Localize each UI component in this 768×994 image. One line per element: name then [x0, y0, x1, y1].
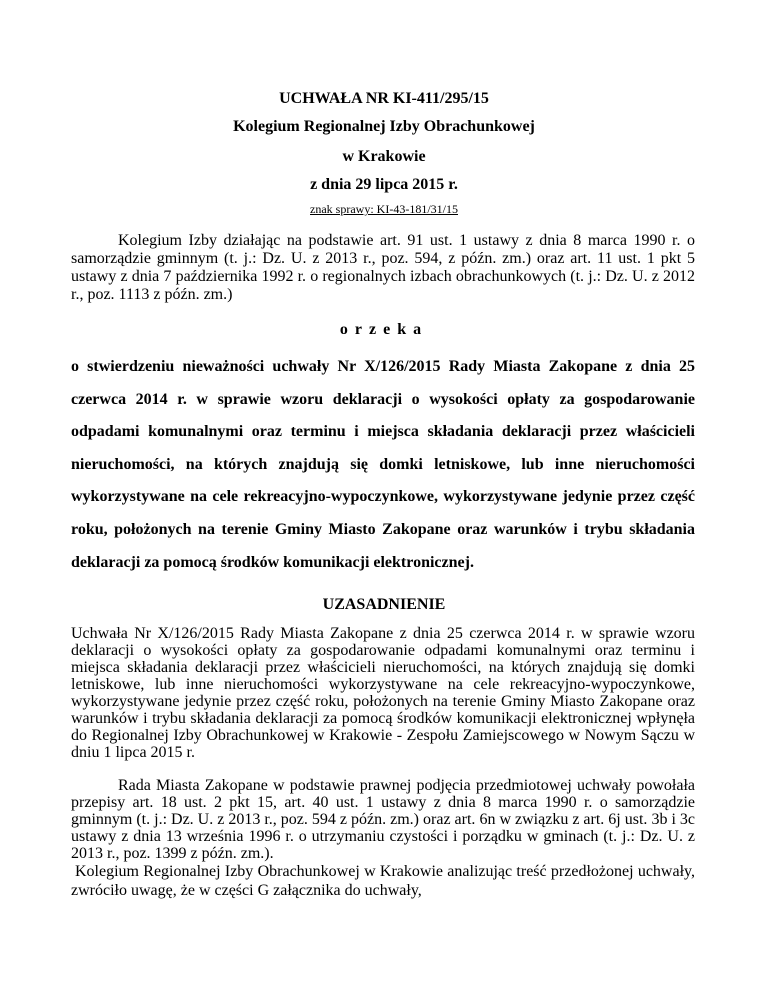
justification-paragraph-2: Rada Miasta Zakopane w podstawie prawnej podjęcia przedmiotowej uchwały powołała przepisy art. 18 ust. 2 pkt 15, art. 40 ust. 1 ustawy z dnia 8 marca 1990 r. o samorządzie gminnym (t. j.: Dz. U. z 2013 r., poz. 594 z późn. zm.) oraz art. 6n w związku z art. 6j ust. 3b i 3c ustawy z dnia 13 września 1996 r. o utrzymaniu czystości i porządku w gminach (t. j.: Dz. U. z 2013 r., poz. 1399 z późn. zm.).: [71, 777, 695, 862]
verdict-heading: orzeka: [339, 321, 429, 338]
justification-paragraph-1: Uchwała Nr X/126/2015 Rady Miasta Zakopane z dnia 25 czerwca 2014 r. w sprawie wzoru deklaracji o wysokości opłaty za gospodarowanie odpadami komunalnymi oraz terminu i miejsca składania deklaracji przez właścicieli nieruchomości, na których znajdują się domki letniskowe, lub inne nieruchomości wykorzystywane na cele rekreacyjno-wypoczynkowe, wykorzystywane jedynie przez część roku, położonych na terenie Gminy Miasto Zakopane oraz warunków i trybu składania deklaracji za pomocą środków komunikacji elektronicznej wpłynęła do Regionalnej Izby Obrachunkowej w Krakowie - Zespołu Zamiejscowego w Nowym Sączu w dniu 1 lipca 2015 r.: [71, 625, 695, 761]
case-reference: [0, 202, 768, 216]
issuing-location: w Krakowie: [342, 148, 426, 165]
justification-title: UZASADNIENIE: [322, 596, 446, 613]
intro-paragraph: Kolegium Izby działając na podstawie art. 91 ust. 1 ustawy z dnia 8 marca 1990 r. o samorządzie gminnym (t. j.: Dz. U. z 2013 r., poz. 594, z późn. zm.) oraz art. 11 ust. 1 pkt 5 ustawy z dnia 7 października 1992 r. o regionalnych izbach obrachunkowych (t. j.: Dz. U. z 2012 r., poz. 1113 z późn. zm.): [71, 232, 695, 303]
justification-paragraph-3: Kolegium Regionalnej Izby Obrachunkowej w Krakowie analizując treść przedłożonej uchwały, zwróciło uwagę, że w części G załącznika do uchwały,: [71, 863, 695, 899]
resolution-number: UCHWAŁA NR KI-411/295/15: [279, 90, 489, 107]
case-reference-text: znak sprawy: KI-43-181/31/15: [310, 202, 458, 216]
resolution-date: z dnia 29 lipca 2015 r.: [310, 176, 458, 193]
ruling-paragraph: o stwierdzeniu nieważności uchwały Nr X/126/2015 Rady Miasta Zakopane z dnia 25 czerwca 2014 r. w sprawie wzoru deklaracji o wysokości opłaty za gospodarowanie odpadami komunalnymi oraz terminu i miejsca składania deklaracji przez właścicieli nieruchomości, na których znajdują się domki letniskowe, lub inne nieruchomości wykorzystywane na cele rekreacyjno-wypoczynkowe, wykorzystywane jedynie przez część roku, położonych na terenie Gminy Miasto Zakopane oraz warunków i trybu składania deklaracji za pomocą środków komunikacji elektronicznej.: [71, 358, 695, 571]
issuing-body: Kolegium Regionalnej Izby Obrachunkowej: [233, 118, 535, 135]
